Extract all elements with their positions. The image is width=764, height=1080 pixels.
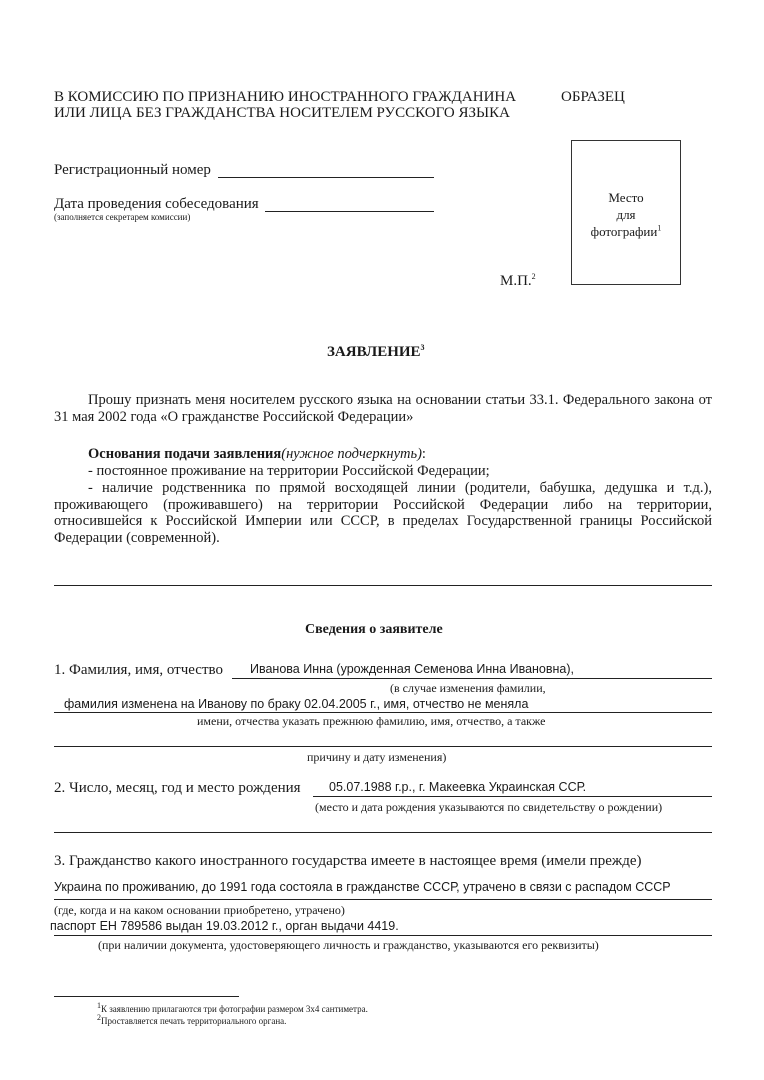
registration-number-label: Регистрационный номер xyxy=(54,162,211,178)
q3-hint-2: (при наличии документа, удостоверяющего личность и гражданство, указываются его реквизиты) xyxy=(98,938,599,952)
section-divider xyxy=(54,585,712,586)
grounds-heading-colon: : xyxy=(421,446,426,462)
q1-value[interactable]: Иванова Инна (урожденная Семенова Инна Ивановна), xyxy=(250,662,575,676)
q1-underline-3 xyxy=(54,746,712,747)
seal-footnote-mark: 2 xyxy=(531,272,536,281)
addressee-line-1: В КОМИССИЮ ПО ПРИЗНАНИЮ ИНОСТРАННОГО ГРАЖДАНИНА xyxy=(54,89,517,105)
q1-value-2[interactable]: фамилия изменена на Иванову по браку 02.04.2005 г., имя, отчество не меняла xyxy=(64,697,529,711)
q2-underline xyxy=(313,796,712,797)
seal-text: М.П. xyxy=(500,273,532,289)
q1-hint-1: (в случае изменения фамилии, xyxy=(390,681,546,695)
q1-underline xyxy=(232,678,712,679)
q2-underline-2 xyxy=(54,832,712,833)
document-title xyxy=(327,344,425,361)
q3-label: 3. Гражданство какого иностранного государства имеете в настоящее время (имели прежде) xyxy=(54,853,642,869)
footnote-1-mark: 1 xyxy=(97,1001,101,1010)
addressee-line-2: ИЛИ ЛИЦА БЕЗ ГРАЖДАНСТВА НОСИТЕЛЕМ РУССКОГО ЯЗЫКА xyxy=(54,105,510,121)
seal-label xyxy=(500,273,536,290)
photo-caption-line-2: для xyxy=(616,207,636,222)
grounds-heading xyxy=(54,446,712,463)
document-title-text: ЗАЯВЛЕНИЕ xyxy=(327,344,421,360)
grounds-item-2-text: - наличие родственника по прямой восходящей линии (родители, бабушка, дедушка и т.д.), проживающего (проживавшего) на территории Российской Федерации либо на территории, относившейся к Российской Империи или СССР, в пределах Государственной границы Российской Федерации (современной). xyxy=(54,480,712,546)
request-paragraph xyxy=(54,392,712,425)
grounds-item-1-text: - постоянное проживание на территории Российской Федерации; xyxy=(88,463,490,479)
photo-footnote-mark: 1 xyxy=(657,223,662,233)
registration-number-field[interactable] xyxy=(218,177,434,178)
q3-hint-1: (где, когда и на каком основании приобретено, утрачено) xyxy=(54,903,345,917)
q1-label: 1. Фамилия, имя, отчество xyxy=(54,662,223,678)
request-text: Прошу признать меня носителем русского языка на основании статьи 33.1. Федерального закона от 31 мая 2002 года «О гражданстве Российской Федерации» xyxy=(54,392,712,425)
q2-value[interactable]: 05.07.1988 г.р., г. Макеевка Украинская ССР. xyxy=(329,780,587,794)
sample-label: ОБРАЗЕЦ xyxy=(561,89,625,105)
footnote-2-text: Проставляется печать территориального органа. xyxy=(101,1016,287,1026)
footnote-2 xyxy=(97,1013,287,1026)
q1-underline-2 xyxy=(54,712,712,713)
grounds-heading-note: (нужное подчеркнуть) xyxy=(281,446,422,462)
applicant-section-title: Сведения о заявителе xyxy=(305,622,443,637)
q3-underline xyxy=(54,899,712,900)
footnote-separator xyxy=(54,996,239,997)
photo-caption-line-1: Место xyxy=(608,190,644,205)
photo-placeholder xyxy=(571,140,681,285)
grounds-heading-text: Основания подачи заявления xyxy=(88,446,282,462)
photo-caption-line-3: фотографии xyxy=(590,224,658,239)
q1-hint-2: имени, отчества указать прежнюю фамилию, имя, отчество, а также xyxy=(197,714,546,728)
interview-date-label: Дата проведения собеседования xyxy=(54,196,259,212)
q2-hint: (место и дата рождения указываются по свидетельству о рождении) xyxy=(315,800,663,814)
interview-date-field[interactable] xyxy=(265,211,434,212)
q2-label: 2. Число, месяц, год и место рождения xyxy=(54,780,301,796)
photo-caption xyxy=(572,189,680,240)
grounds-item-2 xyxy=(54,480,712,546)
q1-hint-3: причину и дату изменения) xyxy=(307,750,447,764)
q3-underline-2 xyxy=(54,935,712,936)
title-footnote-mark: 3 xyxy=(420,343,425,352)
footnote-1 xyxy=(97,1001,368,1014)
q3-value-2[interactable]: паспорт ЕН 789586 выдан 19.03.2012 г., орган выдачи 4419. xyxy=(50,919,399,933)
grounds-item-1 xyxy=(54,463,712,480)
footnote-1-text: К заявлению прилагаются три фотографии размером 3х4 сантиметра. xyxy=(101,1004,368,1014)
q3-value[interactable]: Украина по проживанию, до 1991 года состояла в гражданстве СССР, утрачено в связи с распадом СССР xyxy=(54,880,671,894)
footnote-2-mark: 2 xyxy=(97,1013,101,1022)
secretary-note: (заполняется секретарем комиссии) xyxy=(54,212,191,222)
